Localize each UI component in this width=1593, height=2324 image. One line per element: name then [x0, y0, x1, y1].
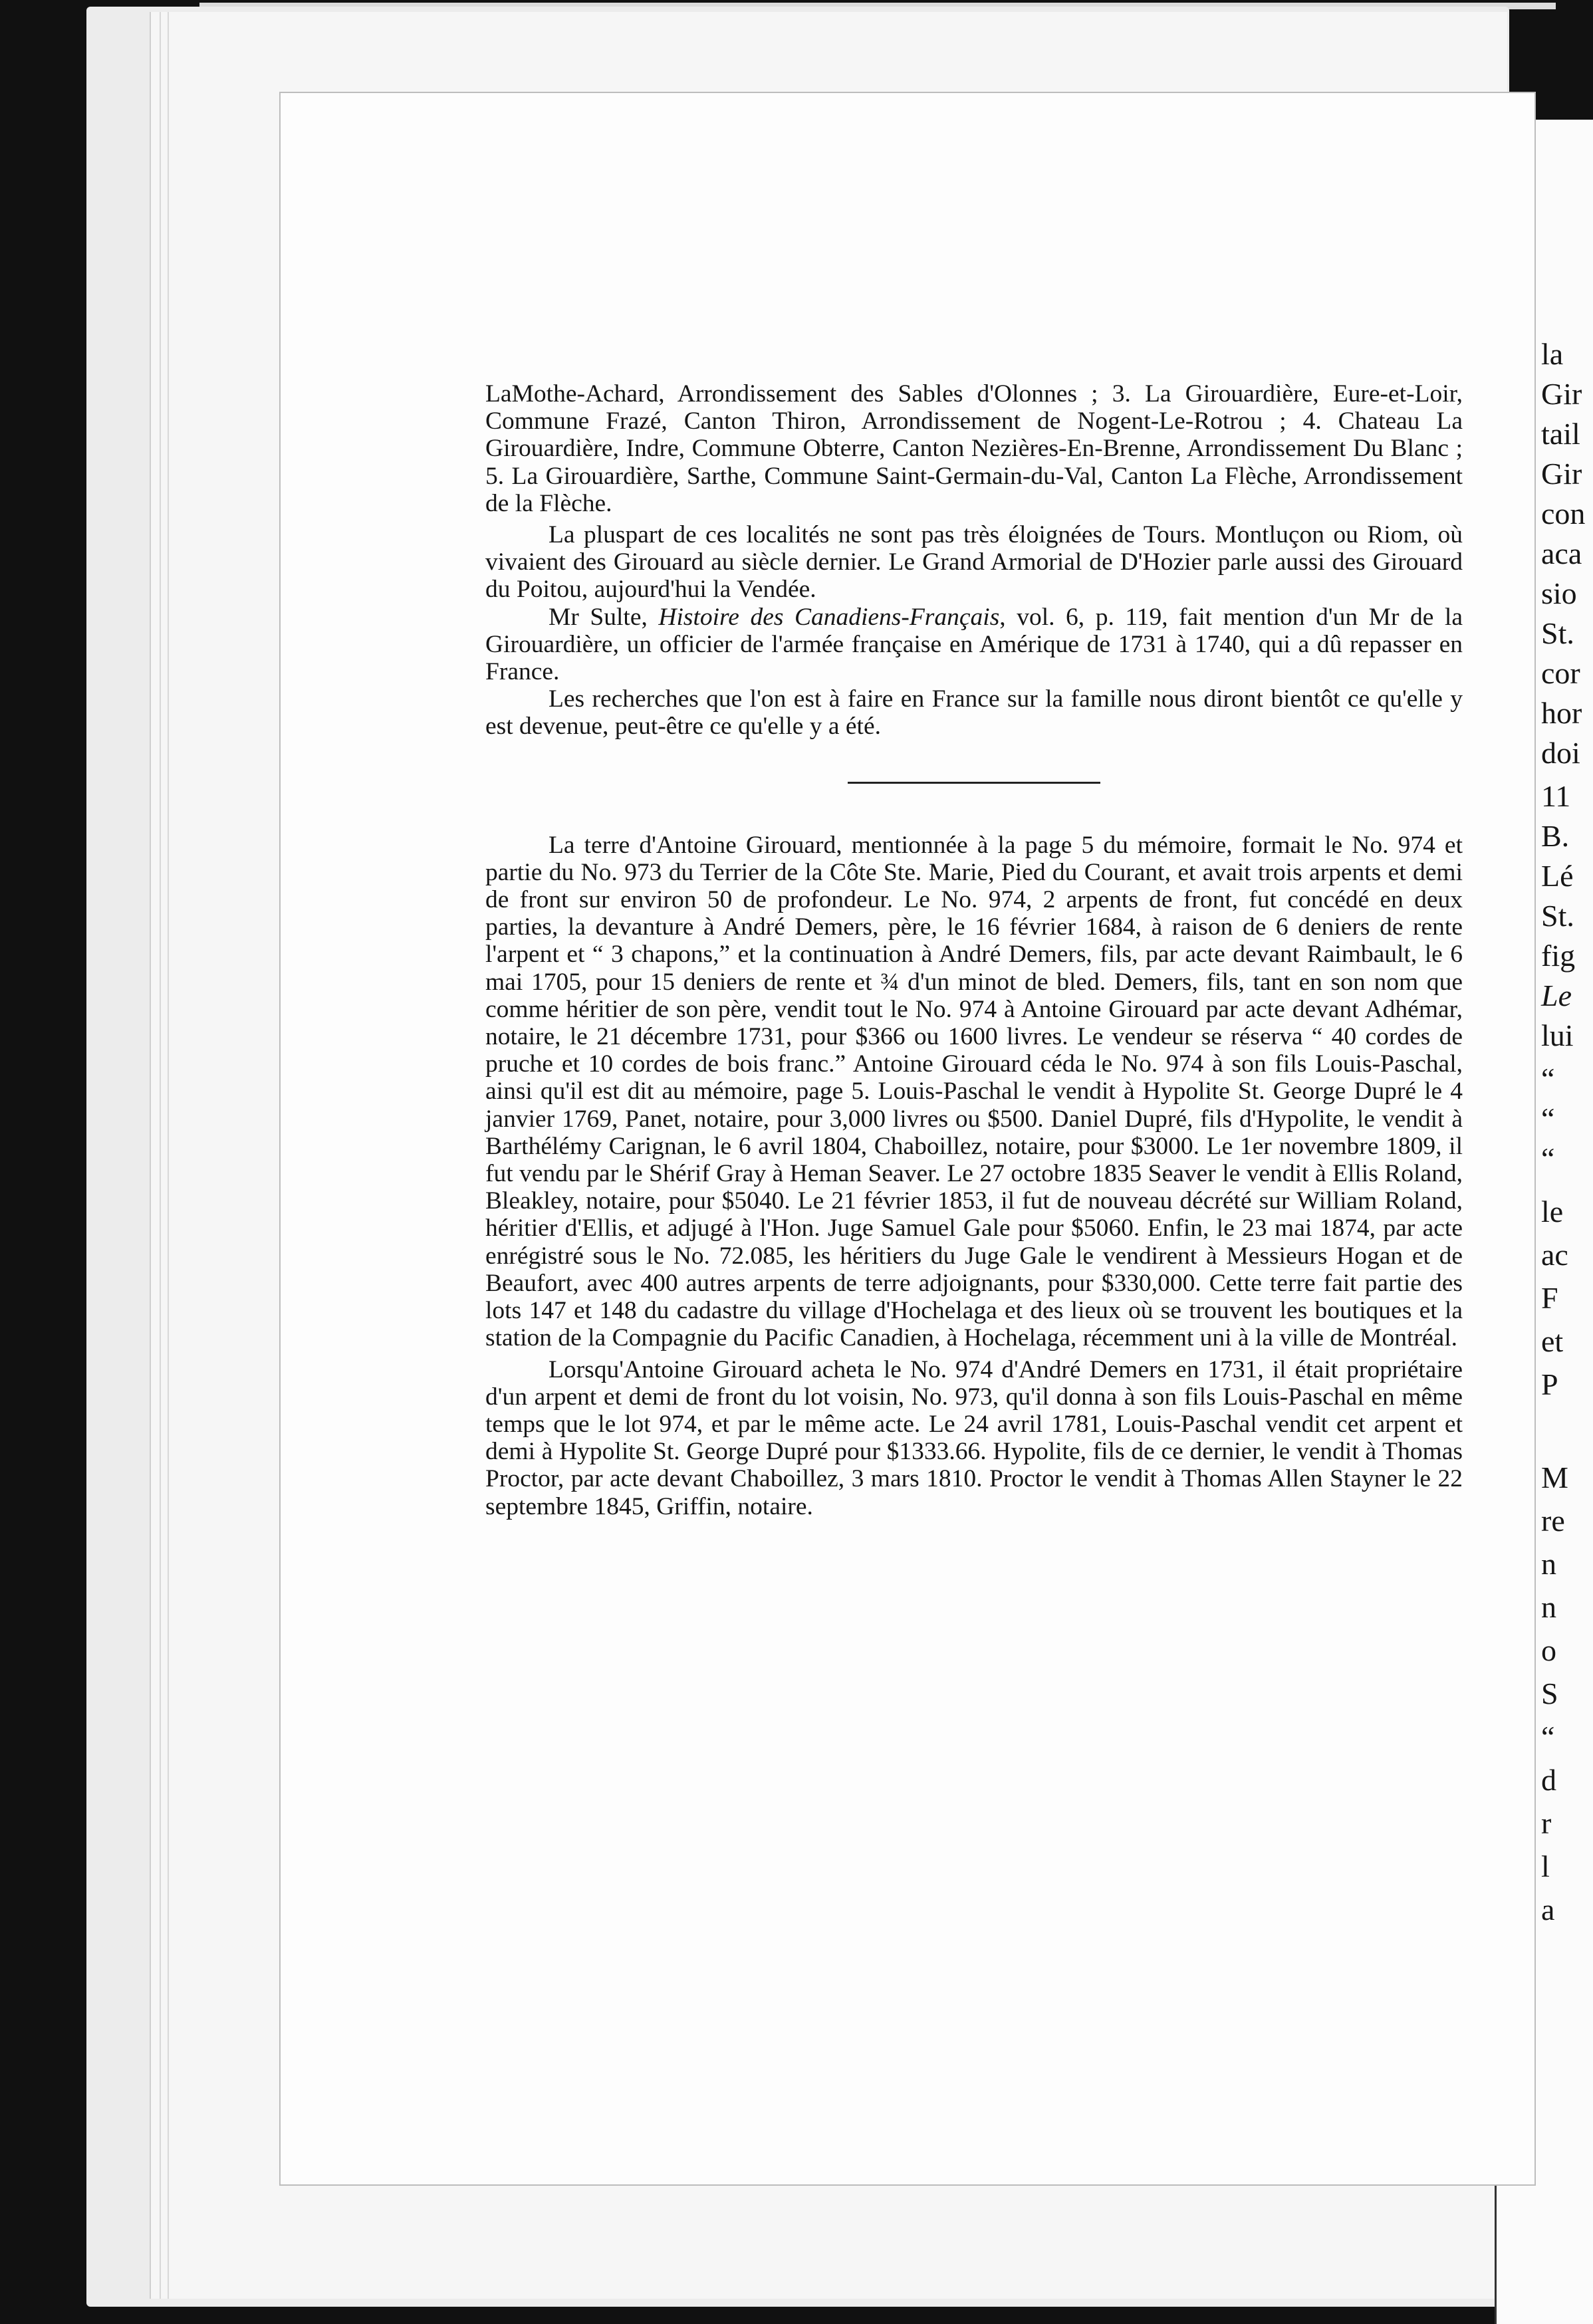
facing-page-fragment: o	[1541, 1633, 1556, 1667]
document-body	[485, 380, 1463, 1520]
facing-page-fragment: le	[1541, 1195, 1564, 1228]
facing-page-fragment: sio	[1541, 576, 1577, 610]
facing-page-fragment: n	[1541, 1590, 1556, 1624]
facing-page-fragment: fig	[1541, 939, 1576, 973]
facing-page-fragment: con	[1541, 497, 1586, 530]
facing-page-fragment: St.	[1541, 899, 1574, 933]
paragraph-lorsque: Lorsqu'Antoine Girouard acheta le No. 974 d'André Demers en 1731, il était propriétaire d'un arpent et demi de front du lot voisin, No. 973, qu'il donna à son fils Louis-Paschal en même temps que le lot 974, et par le même acte. Le 24 avril 1781, Louis-Paschal vendit cet arpent et demi à Hypolite St. George Dupré pour $1333.66. Hypolite, fils de ce dernier, le vendit à Thomas Proctor, par acte devant Chaboillez, 3 mars 1810. Proctor le vendit à Thomas Allen Stayner le 22 septembre 1845, Griffin, notaire.	[485, 1355, 1463, 1520]
facing-page-fragment: lui	[1541, 1018, 1574, 1052]
facing-page-fragment: d	[1541, 1763, 1556, 1797]
facing-page-fragment: doi	[1541, 736, 1580, 770]
facing-page-fragment: F	[1541, 1281, 1558, 1315]
section-divider	[848, 782, 1100, 784]
facing-page-fragment: “	[1541, 1141, 1555, 1175]
paragraph-sulte	[485, 604, 1463, 686]
facing-page-fragment: “	[1541, 1062, 1555, 1096]
facing-page-fragment: cor	[1541, 656, 1580, 690]
facing-page-fragment: re	[1541, 1504, 1565, 1538]
facing-page-fragment: aca	[1541, 536, 1582, 570]
facing-page-fragment: tail	[1541, 417, 1580, 451]
facing-page-fragment: ac	[1541, 1238, 1568, 1272]
facing-page-fragment: P	[1541, 1367, 1558, 1401]
paragraph-recherches: Les recherches que l'on est à faire en France sur la famille nous diront bientôt ce qu'elle y est devenue, peut-être ce qu'elle y a été.	[485, 685, 1463, 741]
facing-page-fragment: “	[1541, 1102, 1555, 1135]
facing-page-fragment: r	[1541, 1806, 1552, 1840]
facing-page-fragment: l	[1541, 1849, 1550, 1883]
facing-page-fragment: la	[1541, 337, 1564, 371]
page-stack-edge	[160, 12, 169, 2299]
paragraph-localites: La pluspart de ces localités ne sont pas très éloignées de Tours. Montluçon ou Riom, où vivaient des Girouard au siècle dernier. Le Grand Armorial de D'Hozier parle aussi des Girouard du Poitou, aujourd'hui la Vendée.	[485, 521, 1463, 604]
facing-page-fragment: “	[1541, 1720, 1555, 1754]
paragraph-sulte-end: , vol. 6, p. 119, fait mention d'un Mr de la Girouardière, un officier de l'armée française en Amérique de 1731 à 1740, qui a dû repasser en France.	[485, 603, 1463, 686]
facing-page-fragment: 11	[1541, 779, 1571, 813]
facing-page-fragment: Le	[1541, 979, 1572, 1012]
paragraph-terre: La terre d'Antoine Girouard, mentionnée à la page 5 du mémoire, formait le No. 974 et partie du No. 973 du Terrier de la Côte Ste. Marie, Pied du Courant, et avait trois arpents et demi de front sur environ 50 de profondeur. Le No. 974, 2 arpents de front, fut concédé en deux parties, la devanture à André Demers, père, le 16 février 1684, à raison de 6 deniers de rente l'arpent et “ 3 chapons,” et la continuation à André Demers, fils, par acte devant Raimbault, le 6 mai 1705, pour 15 deniers de rente et ¾ d'un minot de bled. Demers, fils, tant en son nom que comme héritier de son père, vendit tout le No. 974 à Antoine Girouard par acte devant Adhémar, notaire, le 21 décembre 1731, pour $366 ou 1600 livres. Le vendeur se réserva “ 40 cordes de pruche et 10 cordes de bois franc.” Antoine Girouard céda le No. 974 à son fils Louis-Paschal, ainsi qu'il est dit au mémoire, page 5. Louis-Paschal le vendit à Hypolite St. George Dupré le 4 janvier 1769, Panet, notaire, pour 3,000 livres ou $500. Daniel Dupré, fils d'Hypolite, le vendit à Barthélémy Carignan, le 6 avril 1804, Chaboillez, notaire, pour $3000. Le 1er novembre 1809, il fut vendu par le Shérif Gray à Heman Seaver. Le 27 octobre 1835 Seaver le vendit à Ellis Roland, Bleakley, notaire, pour $5040. Le 21 février 1853, il fut de nouveau décrété sur William Roland, héritier d'Ellis, et adjugé à l'Hon. Juge Samuel Gale pour $5060. Enfin, le 23 mai 1874, par acte enrégistré sous le No. 72.085, les héritiers du Juge Gale le vendirent à Messieurs Hogan et de Beaufort, avec 400 autres arpents de terre adjoignants, pour $330,000. Cette terre fait partie des lots 147 et 148 du cadastre du village d'Hochelaga et des lieux où se trouvent les boutiques et la station de la Compagnie du Pacific Canadien, à Hochelaga, récemment uni à la ville de Montréal.	[485, 831, 1463, 1352]
facing-page-fragment: n	[1541, 1547, 1556, 1581]
intro-paragraph: LaMothe-Achard, Arrondissement des Sables d'Olonnes ; 3. La Girouardière, Eure-et-Loir, Commune Frazé, Canton Thiron, Arrondissement de Nogent-Le-Rotrou ; 4. Chateau La Girouardière, Indre, Commune Obterre, Canton Nezières-En-Brenne, Arrondissement Du Blanc ; 5. La Girouardière, Sarthe, Commune Saint-Germain-du-Val, Canton La Flèche, Arrondissement de la Flèche.	[485, 380, 1463, 517]
facing-page-fragment: S	[1541, 1677, 1558, 1710]
facing-page-fragment: Gir	[1541, 377, 1582, 411]
facing-page-fragment: et	[1541, 1324, 1564, 1358]
book-title: Histoire des Canadiens-Français	[658, 603, 1000, 631]
facing-page-fragment: hor	[1541, 696, 1582, 730]
facing-page-fragment: B.	[1541, 819, 1570, 853]
facing-page-fragment: Lé	[1541, 859, 1574, 893]
facing-page-fragment: M	[1541, 1460, 1568, 1494]
facing-page-fragment: St.	[1541, 616, 1574, 650]
facing-page-fragment: Gir	[1541, 457, 1582, 491]
paragraph-sulte-start: Mr Sulte,	[549, 603, 659, 631]
facing-page-fragment: a	[1541, 1893, 1555, 1926]
